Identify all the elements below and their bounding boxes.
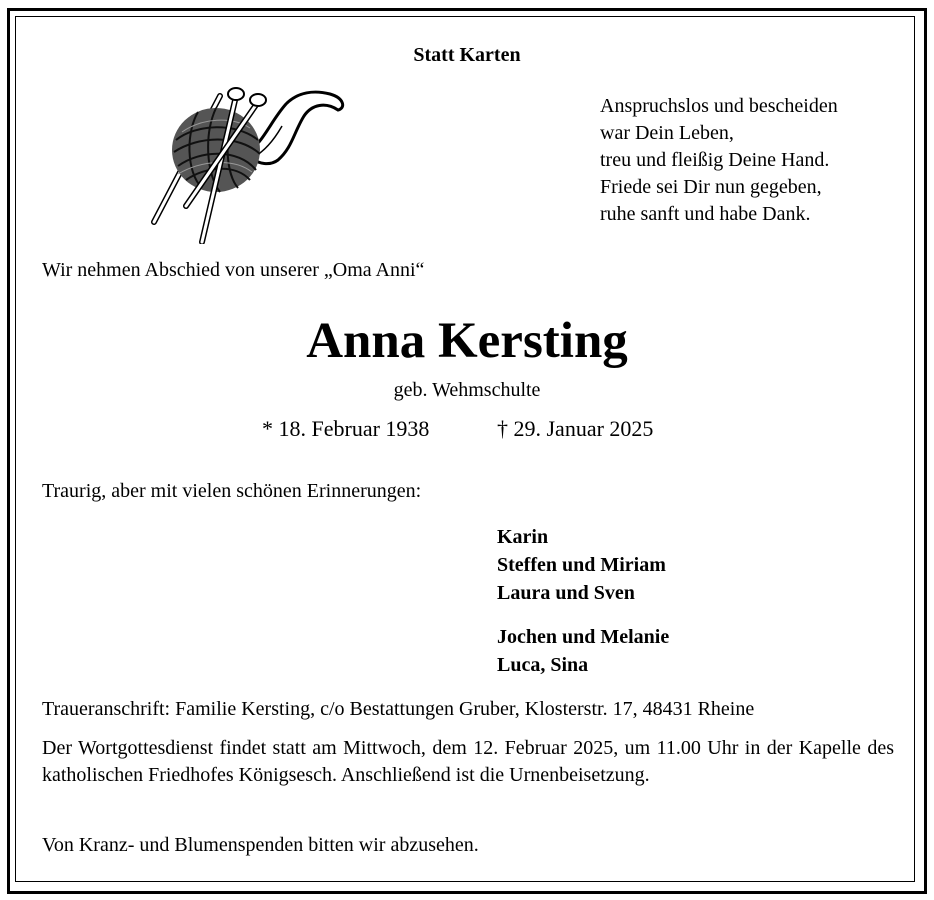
birth-date: * 18. Februar 1938 <box>262 416 430 441</box>
death-date: † 29. Januar 2025 <box>497 416 654 441</box>
born-name: geb. Wehmschulte <box>393 379 541 401</box>
poem-line: treu und fleißig Deine Hand. <box>600 149 830 171</box>
family-member: Luca, Sina <box>497 654 589 676</box>
flowers-note: Von Kranz- und Blumenspenden bitten wir abzusehen. <box>42 834 479 856</box>
service-info: Der Wortgottesdienst findet statt am Mittwoch, dem 12. Februar 2025, um 11.00 Uhr in der Kapelle des katholischen Friedhofes Königsesch. Anschließend ist die Urnenbeisetzung. <box>42 737 894 786</box>
family-group-2 <box>497 623 669 679</box>
poem-line: ruhe sanft und habe Dank. <box>600 203 811 225</box>
poem-line: Friede sei Dir nun gegeben, <box>600 176 822 198</box>
family-member: Karin <box>497 526 549 548</box>
family-group-1 <box>497 523 666 607</box>
deceased-name: Anna Kersting <box>306 313 628 369</box>
family-member: Steffen und Miriam <box>497 554 666 576</box>
knitting-yarn-icon <box>146 82 356 244</box>
header-statt-karten: Statt Karten <box>413 44 521 66</box>
poem-line: war Dein Leben, <box>600 122 734 144</box>
mourning-line: Traurig, aber mit vielen schönen Erinnerungen: <box>42 480 422 502</box>
family-member: Laura und Sven <box>497 582 635 604</box>
mourning-address: Traueranschrift: Familie Kersting, c/o Bestattungen Gruber, Klosterstr. 17, 48431 Rheine <box>42 698 755 720</box>
intro-text: Wir nehmen Abschied von unserer „Oma Anni“ <box>42 259 425 281</box>
poem <box>600 93 838 228</box>
family-member: Jochen und Melanie <box>497 626 670 648</box>
poem-line: Anspruchslos und bescheiden <box>600 95 838 117</box>
